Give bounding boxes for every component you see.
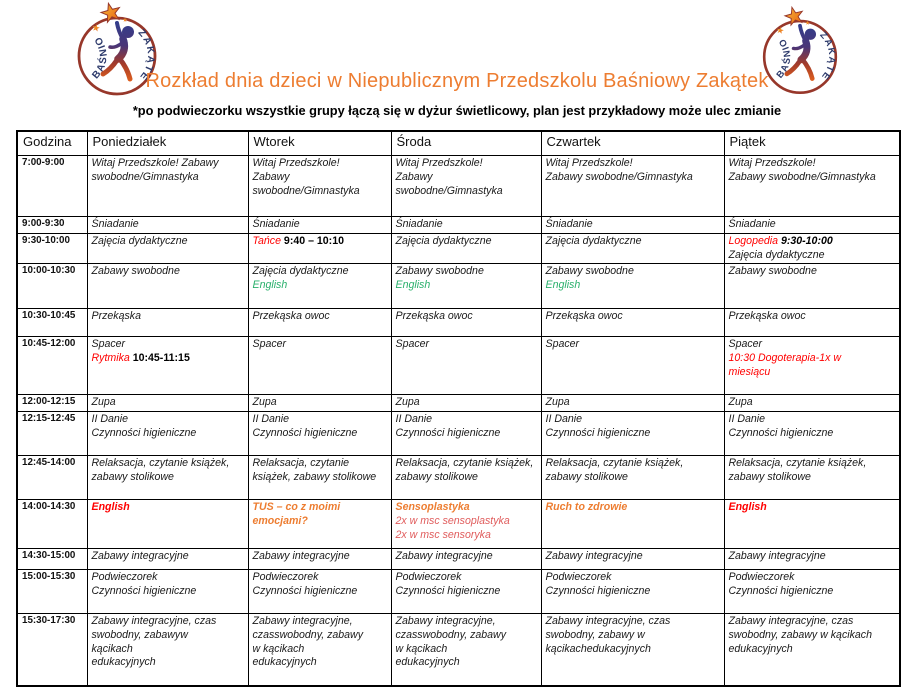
schedule-cell: Przekąska owoc [541,309,724,337]
schedule-cell: Zabawy swobodne [724,264,900,309]
time-cell: 10:30-10:45 [17,309,87,337]
schedule-cell: Zabawy integracyjne, czas swobodny, zabawy w kącikach edukacyjnych [724,614,900,686]
schedule-cell: Relaksacja, czytanie książek, zabawy stolikowe [541,456,724,500]
schedule-cell: Podwieczorek Czynności higieniczne [87,570,248,614]
table-row [17,456,900,500]
schedule-cell: Zabawy integracyjne, czas swobodny, zabawyw kącikach edukacyjnych [87,614,248,686]
time-cell: 15:30-17:30 [17,614,87,686]
column-header-tuesday: Wtorek [248,131,391,156]
schedule-cell: Śniadanie [248,217,391,234]
schedule-cell: Zabawy integracyjne [724,549,900,570]
schedule-cell: Śniadanie [724,217,900,234]
column-header-time: Godzina [17,131,87,156]
schedule-cell: Zupa [724,395,900,412]
schedule-cell: Zabawy integracyjne [248,549,391,570]
schedule-cell: Zupa [391,395,541,412]
schedule-cell: Śniadanie [87,217,248,234]
table-row [17,412,900,456]
schedule-cell: Witaj Przedszkole! Zabawy swobodne/Gimnastyka [87,156,248,217]
schedule-cell: II Danie Czynności higieniczne [248,412,391,456]
schedule-cell: Zajęcia dydaktyczne English [248,264,391,309]
table-row [17,549,900,570]
schedule-cell: Tańce 9:40 – 10:10 [248,233,391,264]
schedule-cell: Relaksacja, czytanie książek, zabawy stolikowe [87,456,248,500]
column-header-monday: Poniedziałek [87,131,248,156]
table-row [17,233,900,264]
schedule-cell: Podwieczorek Czynności higieniczne [391,570,541,614]
schedule-cell: Zabawy swobodne English [391,264,541,309]
table-row [17,217,900,234]
schedule-cell: Witaj Przedszkole! Zabawy swobodne/Gimnastyka [724,156,900,217]
time-cell: 9:00-9:30 [17,217,87,234]
time-cell: 14:00-14:30 [17,500,87,549]
table-row [17,309,900,337]
time-cell: 10:00-10:30 [17,264,87,309]
time-cell: 14:30-15:00 [17,549,87,570]
table-row [17,614,900,686]
schedule-cell: Logopedia 9:30-10:00 Zajęcia dydaktyczne [724,233,900,264]
schedule-cell: Spacer [541,337,724,395]
schedule-cell: Relaksacja, czytanie książek, zabawy stolikowe [724,456,900,500]
schedule-cell: Ruch to zdrowie [541,500,724,549]
page-title: Rozkład dnia dzieci w Niepublicznym Przedszkolu Baśniowy Zakątek [145,70,769,92]
schedule-cell: Spacer [248,337,391,395]
schedule-cell: Zabawy integracyjne, czas swobodny, zabawy w kącikachedukacyjnych [541,614,724,686]
table-row [17,500,900,549]
schedule-cell: Przekąska owoc [248,309,391,337]
table-row [17,570,900,614]
schedule-cell: Witaj Przedszkole! Zabawy swobodne/Gimnastyka [541,156,724,217]
schedule-cell: Zajęcia dydaktyczne [391,233,541,264]
schedule-cell: Witaj Przedszkole! Zabawy swobodne/Gimnastyka [391,156,541,217]
schedule-cell: Przekąska [87,309,248,337]
time-cell: 7:00-9:00 [17,156,87,217]
table-row [17,337,900,395]
schedule-cell: Zabawy integracyjne [541,549,724,570]
daily-schedule-table [16,130,901,687]
table-header-row [17,131,900,156]
schedule-cell: II Danie Czynności higieniczne [724,412,900,456]
schedule-cell: Zabawy integracyjne [391,549,541,570]
schedule-cell: Zupa [248,395,391,412]
schedule-cell: Zabawy integracyjne, czasswobodny, zabawy w kącikach edukacyjnych [391,614,541,686]
time-cell: 12:00-12:15 [17,395,87,412]
column-header-wednesday: Środa [391,131,541,156]
time-cell: 10:45-12:00 [17,337,87,395]
table-row [17,264,900,309]
schedule-cell: Zajęcia dydaktyczne [541,233,724,264]
schedule-cell: Zabawy swobodne English [541,264,724,309]
schedule-body [17,156,900,686]
schedule-cell: Podwieczorek Czynności higieniczne [248,570,391,614]
page-header [0,0,914,130]
schedule-cell: Sensoplastyka 2x w msc sensoplastyka 2x w msc sensoryka [391,500,541,549]
time-cell: 15:00-15:30 [17,570,87,614]
schedule-cell: Śniadanie [541,217,724,234]
schedule-cell: Relaksacja, czytanie książek, zabawy stolikowe [391,456,541,500]
schedule-cell: II Danie Czynności higieniczne [391,412,541,456]
time-cell: 12:45-14:00 [17,456,87,500]
schedule-cell: Zupa [87,395,248,412]
schedule-cell: Spacer 10:30 Dogoterapia-1x w miesiącu [724,337,900,395]
schedule-cell: English [724,500,900,549]
schedule-cell: Zabawy integracyjne [87,549,248,570]
schedule-cell: Zabawy integracyjne, czasswobodny, zabawy w kącikach edukacyjnych [248,614,391,686]
schedule-cell: Relaksacja, czytanie książek, zabawy stolikowe [248,456,391,500]
schedule-cell: II Danie Czynności higieniczne [541,412,724,456]
preschool-logo-icon [752,6,848,104]
schedule-cell: Podwieczorek Czynności higieniczne [724,570,900,614]
schedule-cell: Zabawy swobodne [87,264,248,309]
schedule-cell: Śniadanie [391,217,541,234]
schedule-cell: Podwieczorek Czynności higieniczne [541,570,724,614]
schedule-cell: TUS – co z moimi emocjami? [248,500,391,549]
table-row [17,395,900,412]
schedule-cell: English [87,500,248,549]
schedule-cell: Przekąska owoc [391,309,541,337]
schedule-cell: II Danie Czynności higieniczne [87,412,248,456]
time-cell: 9:30-10:00 [17,233,87,264]
time-cell: 12:15-12:45 [17,412,87,456]
schedule-cell: Spacer [391,337,541,395]
table-row [17,156,900,217]
schedule-note: *po podwieczorku wszystkie grupy łączą się w dyżur świetlicowy, plan jest przykładowy może ulec zmianie [132,103,782,118]
schedule-cell: Zajęcia dydaktyczne [87,233,248,264]
schedule-cell: Spacer Rytmika 10:45-11:15 [87,337,248,395]
schedule-cell: Witaj Przedszkole! Zabawy swobodne/Gimnastyka [248,156,391,217]
column-header-friday: Piątek [724,131,900,156]
schedule-cell: Zupa [541,395,724,412]
column-header-thursday: Czwartek [541,131,724,156]
schedule-cell: Przekąska owoc [724,309,900,337]
